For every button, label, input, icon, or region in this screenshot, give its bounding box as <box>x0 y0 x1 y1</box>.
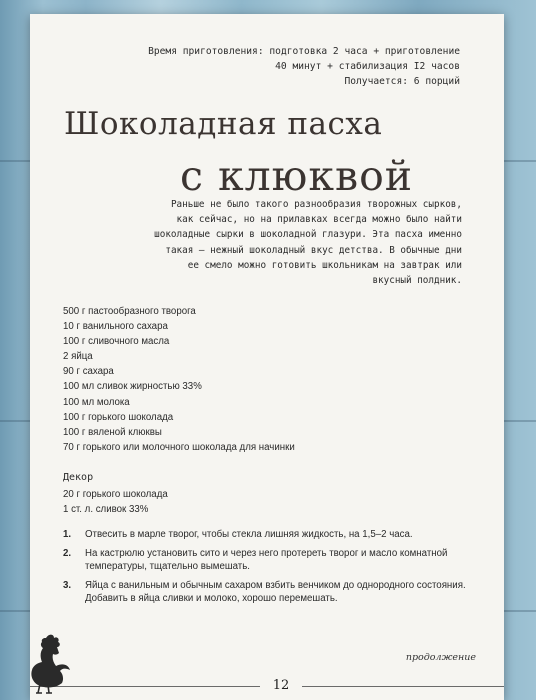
prep-time-line2: 40 минут + стабилизация I2 часов <box>275 61 460 72</box>
step-text: Яйца с ванильным и обычным сахаром взбить венчиком до однородного состояния. Добавить в яйца сливки и молоко, хорошо перемешать. <box>85 579 466 604</box>
intro-line: такая — нежный шоколадный вкус детства. В обычные дни <box>165 244 462 256</box>
ingredient-item: 10 г ванильного сахара <box>63 321 168 333</box>
recipe-page <box>30 14 504 700</box>
servings: Получается: 6 порций <box>344 76 460 87</box>
continued-label: продолжение <box>405 652 476 663</box>
ingredient-item: 100 г горького шоколада <box>63 411 174 423</box>
ingredient-item: 100 мл сливок жирностью 33% <box>63 381 202 393</box>
step-number: 2. <box>63 547 72 559</box>
decor-item: 20 г горького шоколада <box>63 489 168 500</box>
ingredient-item: 100 г вяленой клюквы <box>63 426 162 438</box>
intro-line: ее смело можно готовить школьникам на завтрак или <box>187 259 462 271</box>
decor-heading: Декор <box>63 472 94 483</box>
steps-list <box>63 528 483 611</box>
recipe-meta <box>40 44 460 89</box>
recipe-title-line1: Шоколадная пасха <box>64 106 383 142</box>
step-item <box>63 528 483 542</box>
recipe-intro <box>122 197 462 288</box>
decor-list <box>63 487 168 517</box>
ingredient-item: 100 г сливочного масла <box>63 336 170 348</box>
ingredient-item: 70 г горького или молочного шоколада для начинки <box>63 441 295 453</box>
rooster-icon <box>18 632 74 694</box>
ingredient-item: 100 мл молока <box>63 396 130 408</box>
step-item <box>63 579 483 606</box>
step-text: На кастрюлю установить сито и через него протереть творог и масло комнатной температуры, тщательно вымешать. <box>85 547 448 572</box>
ingredient-item: 90 г сахара <box>63 366 114 378</box>
intro-line: как сейчас, но на прилавках всегда можно было найти <box>176 214 462 226</box>
page-number: 12 <box>260 674 302 698</box>
intro-line: Раньше не было такого разнообразия творожных сырков, <box>170 199 462 210</box>
recipe-title-line2: с клюквой <box>180 152 414 200</box>
ingredients-list <box>63 304 295 455</box>
step-text: Отвесить в марле творог, чтобы стекла лишняя жидкость, на 1,5–2 часа. <box>85 529 413 540</box>
ingredient-item: 2 яйца <box>63 351 93 363</box>
intro-line: вкусный полдник. <box>372 275 462 287</box>
ingredient-item: 500 г пастообразного творога <box>63 306 196 317</box>
intro-line: шоколадные сырки в шоколадной глазури. Эта пасха именно <box>154 229 462 241</box>
step-number: 1. <box>63 529 72 540</box>
prep-time-line1: Время приготовления: подготовка 2 часа + приготовление <box>148 46 460 57</box>
decor-item: 1 ст. л. сливок 33% <box>63 504 149 515</box>
step-item <box>63 547 483 574</box>
step-number: 3. <box>63 579 72 591</box>
